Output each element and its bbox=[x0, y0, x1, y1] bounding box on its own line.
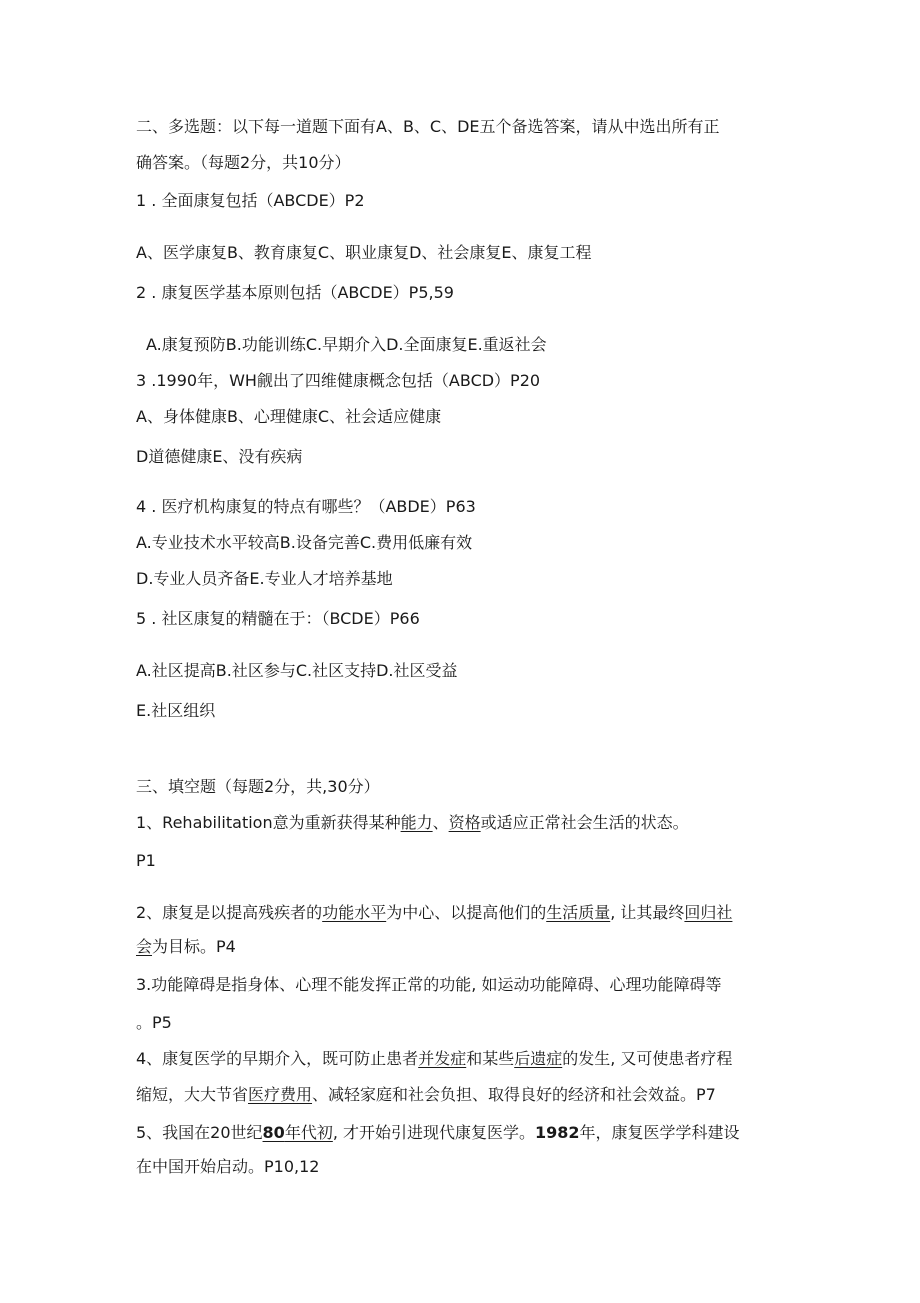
q3-stem: 3 .1990年，WH觎出了四维健康概念包括（ABCD）P20 bbox=[136, 371, 541, 390]
mc-heading-line2: 确答案。（每题2分，共10分） bbox=[136, 153, 351, 172]
fill5-text-end: 年，康复医学学科建设 bbox=[579, 1123, 740, 1142]
fill2-text: 2、康复是以提高残疾者的 bbox=[136, 903, 323, 922]
fill2-line2 bbox=[136, 936, 236, 958]
fill5-text-mid: , 才开始引进现代康复医学。 bbox=[332, 1123, 536, 1142]
q2-stem: 2 . 康复医学基本原则包括（ABCDE）P5,59 bbox=[136, 283, 454, 302]
q3-options-line1: A、身体健康B、心理健康C、社会适应健康 bbox=[136, 407, 442, 426]
fill2-answer-function-level: 功能水平 bbox=[322, 903, 387, 922]
fill2-answer-return-society: 回归社 bbox=[684, 903, 733, 922]
fill4-text-end: 、减轻家庭和社会负担、取得良好的经济和社会效益。P7 bbox=[312, 1085, 716, 1104]
fill1-page-ref: P1 bbox=[136, 851, 156, 870]
fill1-line1 bbox=[136, 812, 689, 834]
fill4-answer-complication: 并发症 bbox=[418, 1049, 467, 1068]
fill2-answer-quality-of-life: 生活质量 bbox=[546, 903, 611, 922]
fill2-text-end: 为目标。P4 bbox=[152, 937, 236, 956]
fill1-text-end: 或适应正常社会生活的状态。 bbox=[480, 813, 689, 832]
q5-options-line1: A.社区提高B.社区参与C.社区支持D.社区受益 bbox=[136, 661, 458, 680]
fill3-line1: 3.功能障碍是指身体、心理不能发挥正常的功能, 如运动功能障碍、心理功能障碍等 bbox=[136, 975, 722, 994]
q5-options-line2: E.社区组织 bbox=[136, 701, 216, 720]
fill5-line1 bbox=[136, 1122, 740, 1144]
q1-stem: 1 . 全面康复包括（ABCDE）P2 bbox=[136, 191, 365, 210]
fill2-answer-return-society-cont: 会 bbox=[136, 937, 153, 956]
q4-stem: 4 . 医疗机构康复的特点有哪些？（ABDE）P63 bbox=[136, 497, 476, 516]
fill1-sep: 、 bbox=[432, 813, 449, 832]
fill2-text-mid: 为中心、以提高他们的 bbox=[386, 903, 547, 922]
fill5-answer-80s-suffix: 年代初 bbox=[284, 1123, 333, 1142]
q2-options: A.康复预防B.功能训练C.早期介入D.全面康复E.重返社会 bbox=[146, 335, 547, 354]
fill5-line2: 在中国开始启动。P10,12 bbox=[136, 1157, 320, 1176]
q3-options-line2: D道德健康E、没有疾病 bbox=[136, 447, 303, 466]
fill1-answer-qualification: 资格 bbox=[448, 813, 481, 832]
fill4-text-mid2: 的发生, 又可使患者疗程 bbox=[562, 1049, 733, 1068]
fill4-answer-medical-cost: 医疗费用 bbox=[248, 1085, 313, 1104]
fill5-answer-1982: 1982 bbox=[535, 1123, 580, 1142]
fill4-text: 4、康复医学的早期介入，既可防止患者 bbox=[136, 1049, 419, 1068]
q4-options-line2: D.专业人员齐备E.专业人才培养基地 bbox=[136, 569, 393, 588]
q1-options: A、医学康复B、教育康复C、职业康复D、社会康复E、康复工程 bbox=[136, 243, 592, 262]
fill5-text: 5、我国在20世纪 bbox=[136, 1123, 263, 1142]
fill1-answer-ability: 能力 bbox=[400, 813, 433, 832]
q5-stem: 5 . 社区康复的精髓在于：（BCDE）P66 bbox=[136, 609, 420, 628]
fill4-line2 bbox=[136, 1084, 716, 1106]
fill4-text2: 缩短，大大节省 bbox=[136, 1085, 249, 1104]
fill5-answer-80s: 80 bbox=[262, 1123, 285, 1142]
fill4-text-mid: 和某些 bbox=[466, 1049, 515, 1068]
fill4-answer-sequela: 后遗症 bbox=[514, 1049, 563, 1068]
fill3-line2: 。P5 bbox=[136, 1013, 172, 1032]
fill2-text-mid2: , 让其最终 bbox=[610, 903, 685, 922]
mc-heading-line1: 二、多选题：以下每一道题下面有A、B、C、DE五个备选答案，请从中选出所有正 bbox=[136, 117, 720, 136]
fill1-text: 1、Rehabilitation意为重新获得某种 bbox=[136, 813, 401, 832]
q4-options-line1: A.专业技术水平较高B.设备完善C.费用低廉有效 bbox=[136, 533, 473, 552]
fill-heading: 三、填空题（每题2分，共,30分） bbox=[136, 777, 380, 796]
fill4-line1 bbox=[136, 1048, 732, 1070]
fill2-line1 bbox=[136, 902, 732, 924]
